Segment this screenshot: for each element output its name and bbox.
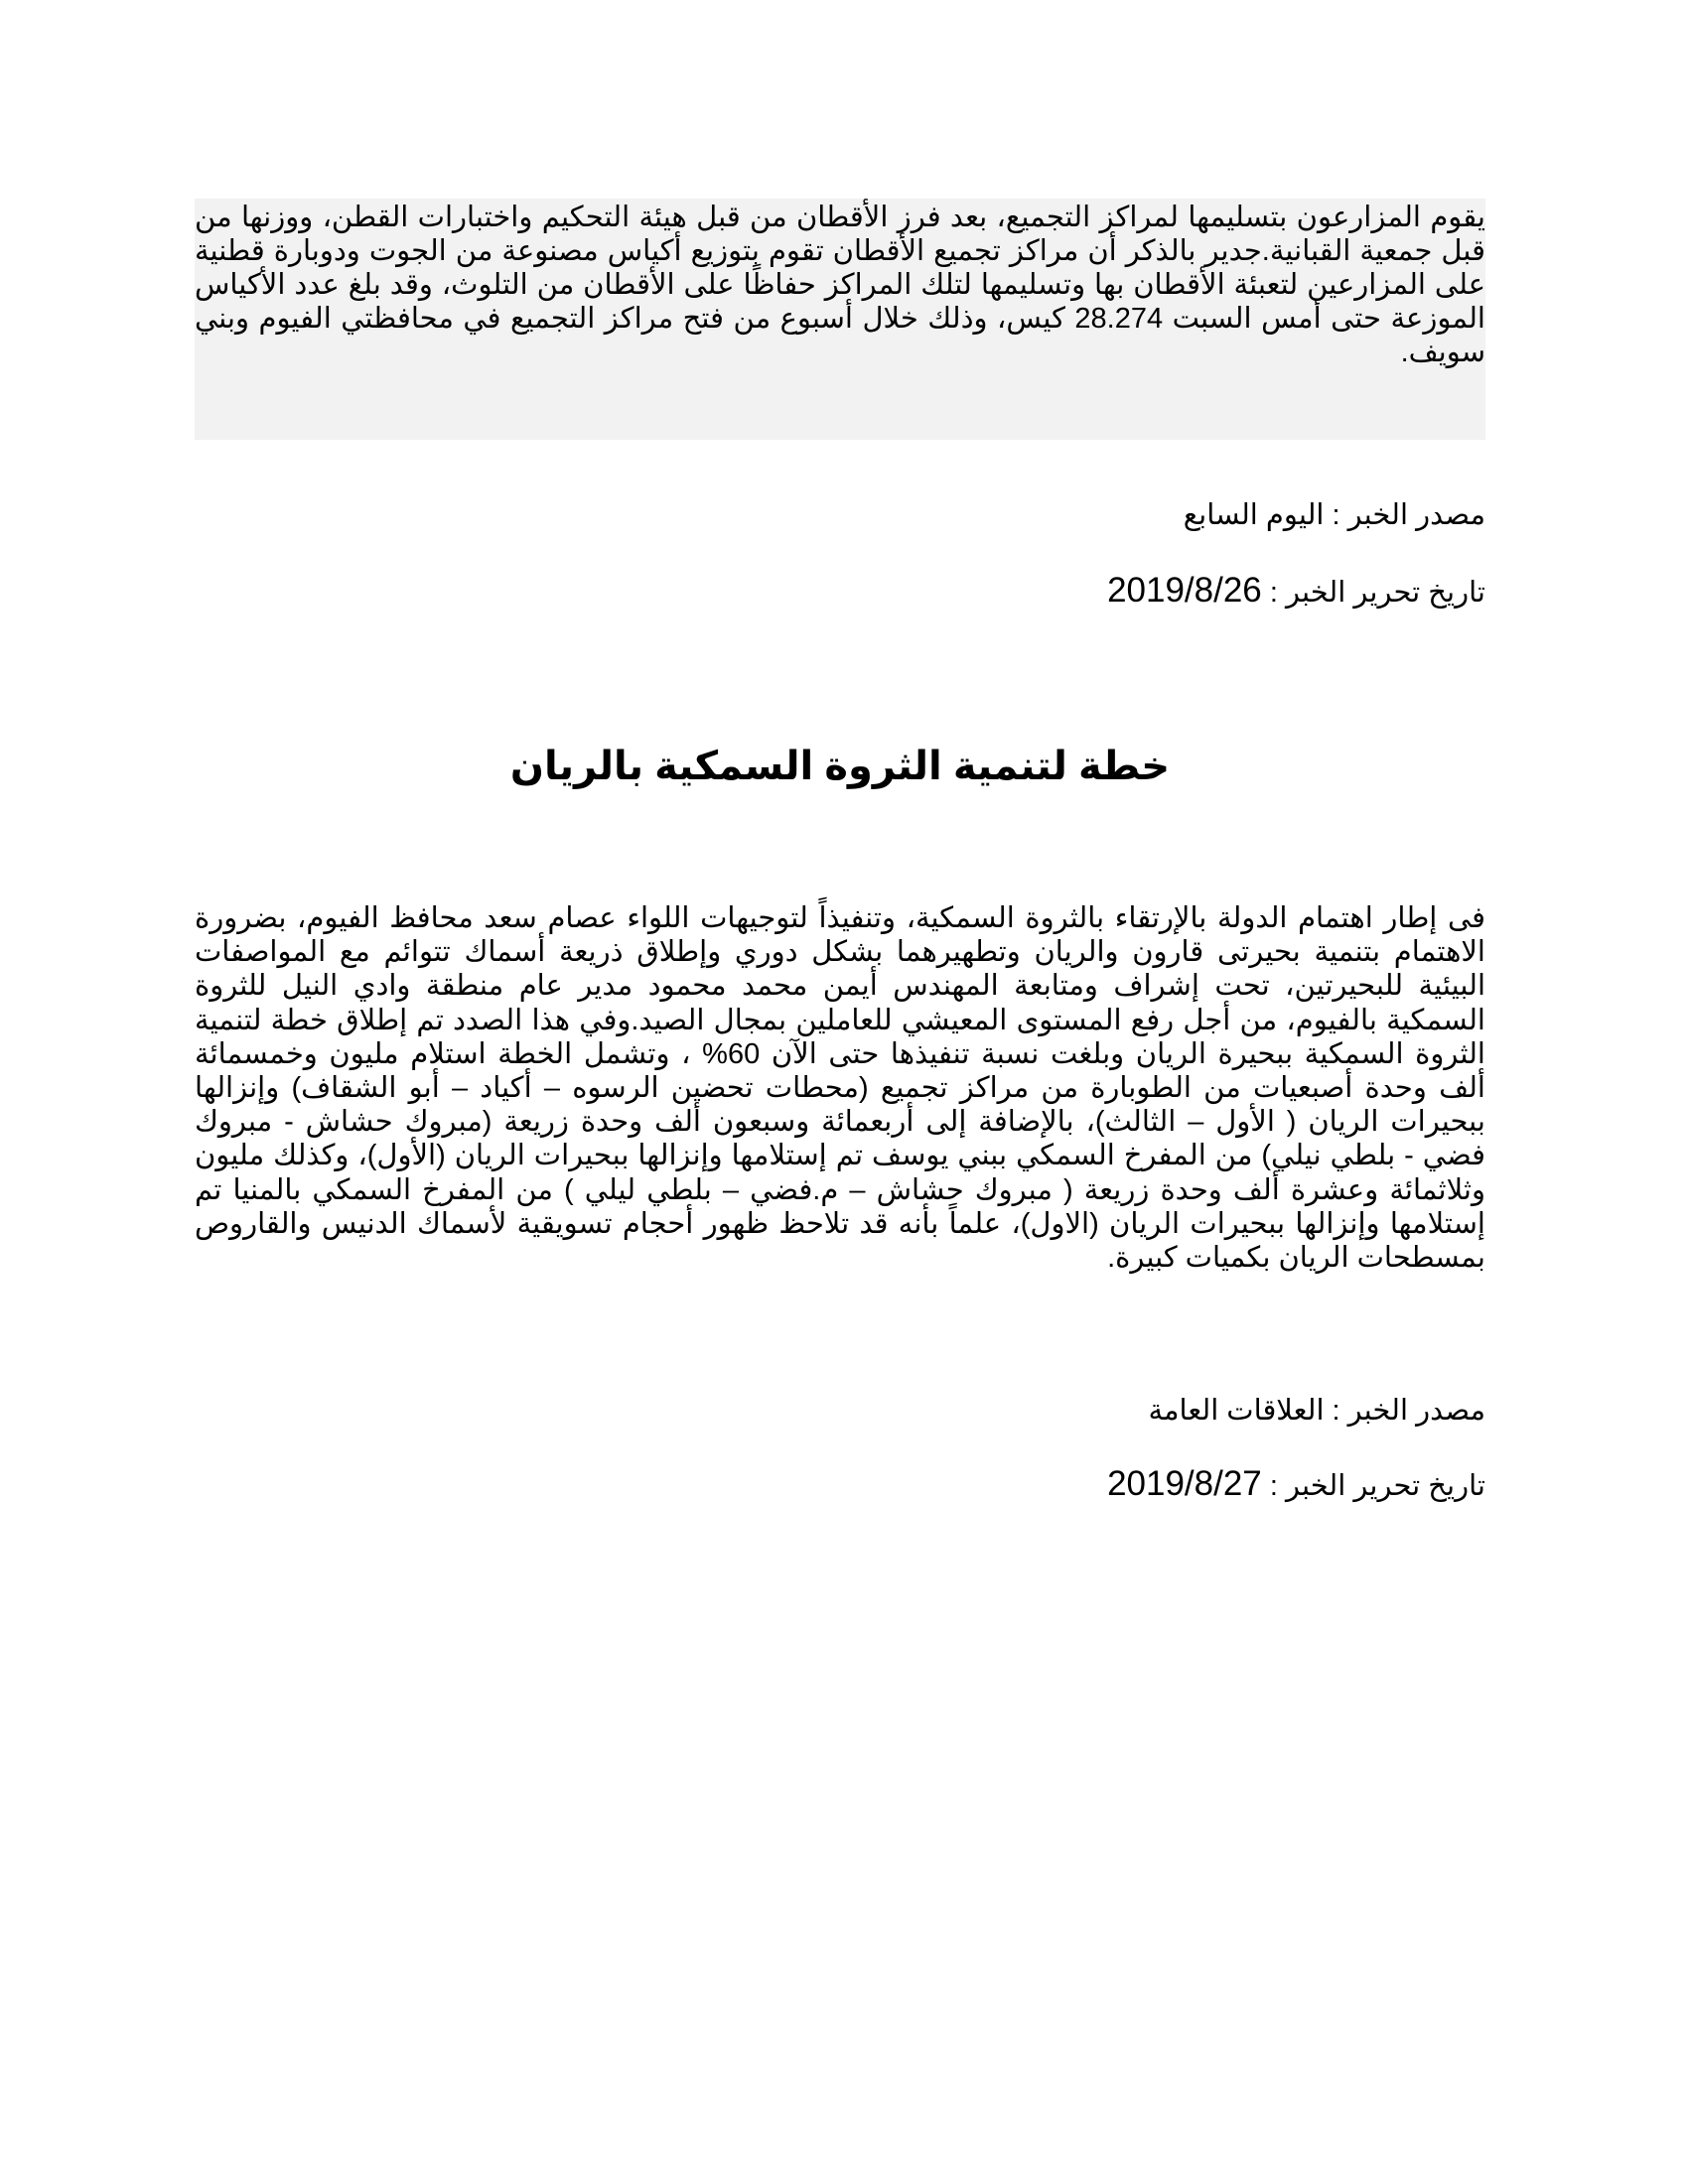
article1-date-label: تاريخ تحرير الخبر : — [1261, 577, 1485, 609]
article2-date-label: تاريخ تحرير الخبر : — [1261, 1470, 1485, 1502]
article2-paragraph: فى إطار اهتمام الدولة بالإرتقاء بالثروة السمكية، وتنفيذاً لتوجيهات اللواء عصام سعد محافظ الفيوم، بضرورة الاهتمام بتنمية بحيرتى قارون والريان وتطهيرهما بشكل دوري وإطلاق ذريعة أسماك تتوائم مع المواصفات البيئية للبحيرتين، تحت إشراف ومتابعة المهندس أيمن محمد محمود مدير عام منطقة وادي النيل للثروة السمكية بالفيوم، من أجل رفع المستوى المعيشي للعاملين بمجال الصيد.وفي هذا الصدد تم إطلاق خطة لتنمية الثروة السمكية ببحيرة الريان وبلغت نسبة تنفيذها حتى الآن 60% ، وتشمل الخطة استلام مليون وخمسمائة ألف وحدة أصبعيات من الطوبارة من مراكز تجميع (محطات تحضين الرسوه – أكياد – أبو الشقاف) وإنزالها ببحيرات الريان ( الأول – الثالث)، بالإضافة إلى أربعمائة وسبعون ألف وحدة زريعة (مبروك حشاش - مبروك فضي - بلطي نيلي) من المفرخ السمكي ببني يوسف تم إستلامها وإنزالها ببحيرات الريان (الأول)، وكذلك مليون وثلاثمائة وعشرة ألف وحدة زريعة ( مبروك حشاش – م.فضي – بلطي ليلي ) من المفرخ السمكي بالمنيا تم إستلامها وإنزالها ببحيرات الريان (الاول)، علماً بأنه قد تلاحظ ظهور أحجام تسويقية لأسماك الدنيس والقاروص بمسطحات الريان بكميات كبيرة. — [195, 902, 1485, 1275]
article1-date — [1107, 571, 1485, 610]
article2-headline: خطة لتنمية الثروة السمكية بالريان — [509, 745, 1171, 788]
article2-source: مصدر الخبر : العلاقات العامة — [1148, 1395, 1485, 1427]
article1-date-value: 2019/8/26 — [1107, 571, 1262, 610]
article2-date — [1107, 1464, 1485, 1503]
article1-source: مصدر الخبر : اليوم السابع — [1183, 499, 1485, 531]
article2-date-value: 2019/8/27 — [1107, 1464, 1262, 1503]
article1-paragraph: يقوم المزارعون بتسليمها لمراكز التجميع، بعد فرز الأقطان من قبل هيئة التحكيم واختبارات القطن، ووزنها من قبل جمعية القبانية.جدير بالذكر أن مراكز تجميع الأقطان تقوم بتوزيع أكياس مصنوعة من الجوت ودوبارة قطنية على المزارعين لتعبئة الأقطان بها وتسليمها لتلك المراكز حفاظًا على الأقطان من التلوث، وقد بلغ عدد الأكياس الموزعة حتى أمس السبت 28.274 كيس، وذلك خلال أسبوع من فتح مراكز التجميع في محافظتي الفيوم وبني سويف. — [195, 199, 1485, 440]
